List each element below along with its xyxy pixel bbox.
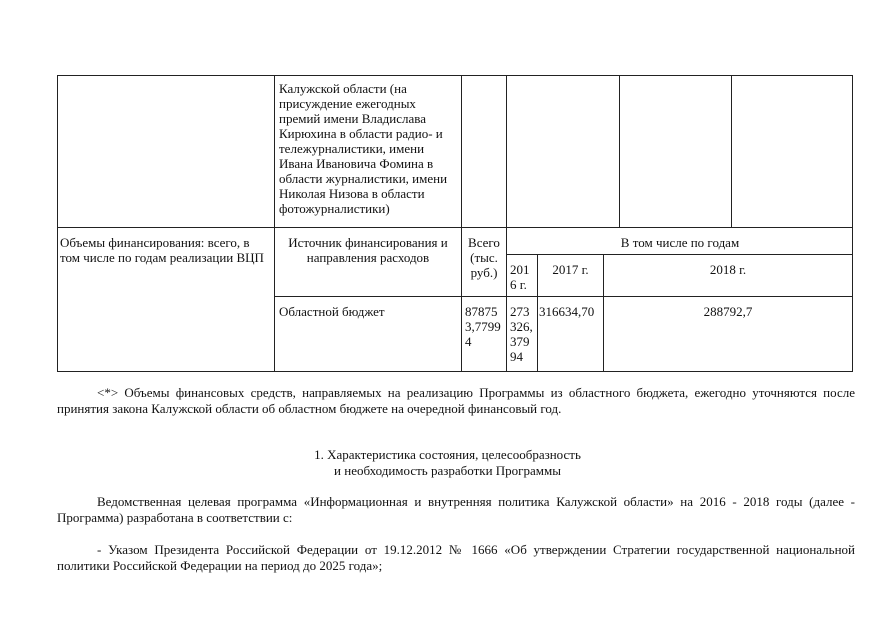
- year-2018-header: 2018 г.: [709, 262, 747, 277]
- regional-budget-label: Областной бюджет: [279, 304, 385, 319]
- amount-2017-value: 316634,70: [539, 304, 595, 319]
- decree-paragraph: - Указом Президента Российской Федерации от 19.12.2012 № 1666 «Об утверждении Стратегии государственной национальной политики Российской Федерации на период до 2025 года»;: [57, 542, 855, 573]
- year-2016-header: 201 6 г.: [510, 262, 530, 292]
- amount-2016-value: 273 326, 379 94: [510, 304, 533, 364]
- funding-by-years-header: В том числе по годам: [620, 235, 740, 250]
- program-description-cell: Калужской области (на присуждение ежегодных премий имени Владислава Кирюхина в области радио- и тележурналистики, имени Ивана Ивановича Фомина в области журналистики, имени Николая Низова в области фотожурналистики): [279, 81, 448, 216]
- funding-volume-label: Объемы финансирования: всего, в том числе по годам реализации ВЦП: [60, 235, 264, 265]
- funding-source-header: Источник финансирования и направления расходов: [288, 235, 448, 265]
- section-title-line-1: 1. Характеристика состояния, целесообразность: [314, 447, 581, 462]
- section-title-line-2: и необходимость разработки Программы: [334, 463, 561, 478]
- funding-total-header: Всего (тыс. руб.): [468, 235, 500, 280]
- footnote: <*> Объемы финансовых средств, направляемых на реализацию Программы из областного бюджета, ежегодно уточняются после принятия закона Калужской области об областном бюджете на очередной финансовый год.: [57, 385, 855, 416]
- year-2017-header: 2017 г.: [552, 262, 589, 277]
- total-amount-value: 87875 3,7799 4: [465, 304, 501, 349]
- intro-paragraph: Ведомственная целевая программа «Информационная и внутренняя политика Калужской области» на 2016 - 2018 годы (далее - Программа) разработана в соответствии с:: [57, 494, 855, 525]
- amount-2018-value: 288792,7: [703, 304, 753, 319]
